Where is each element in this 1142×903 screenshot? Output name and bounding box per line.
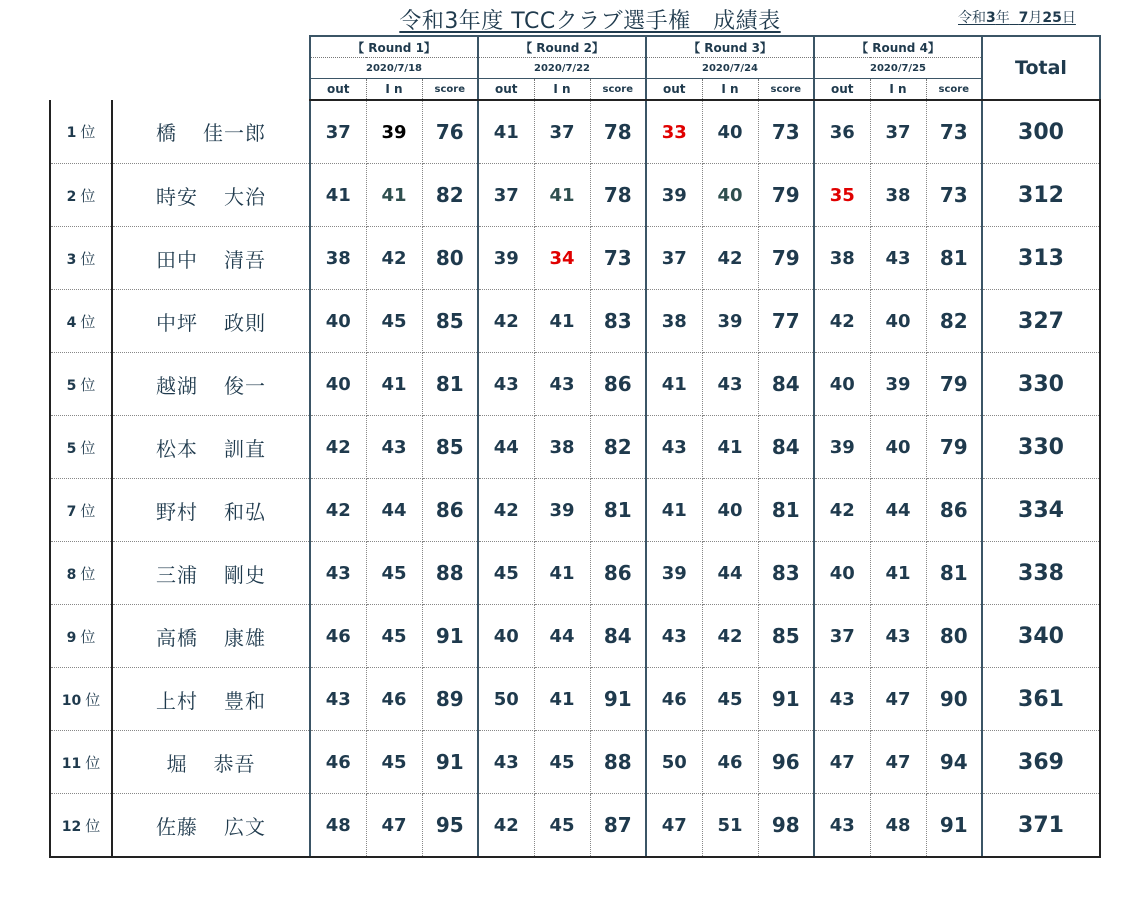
total-cell: 369	[982, 731, 1100, 794]
round-1-in-cell: 45	[366, 731, 422, 794]
round-4-out-cell: 39	[814, 416, 870, 479]
table-row	[50, 164, 1100, 227]
player-family-name: 橋	[156, 121, 177, 145]
round-4-score-cell: 82	[926, 290, 982, 353]
header-spacer	[50, 36, 310, 100]
round-1-out-cell: 43	[310, 542, 366, 605]
round-2-score-cell: 87	[590, 794, 646, 858]
round-4-score-cell: 90	[926, 668, 982, 731]
round-2-out-cell: 44	[478, 416, 534, 479]
round-2-out-header: out	[478, 79, 534, 101]
round-4-score-header: score	[926, 79, 982, 101]
round-4-score-cell: 79	[926, 353, 982, 416]
round-1-score-cell: 86	[422, 479, 478, 542]
round-2-score-cell: 78	[590, 164, 646, 227]
table-row	[50, 731, 1100, 794]
total-cell: 340	[982, 605, 1100, 668]
round-1-in-cell: 44	[366, 479, 422, 542]
rank-cell	[50, 164, 112, 227]
round-3-in-cell: 40	[702, 100, 758, 164]
table-row	[50, 100, 1100, 164]
player-name	[112, 353, 310, 416]
round-4-in-cell: 41	[870, 542, 926, 605]
round-1-score-cell: 91	[422, 605, 478, 668]
round-2-in-cell: 38	[534, 416, 590, 479]
round-1-out-cell: 38	[310, 227, 366, 290]
round-1-score-cell: 91	[422, 731, 478, 794]
round-4-in-cell: 39	[870, 353, 926, 416]
player-family-name: 三浦	[156, 562, 198, 587]
round-3-out-cell: 41	[646, 353, 702, 416]
player-given-name: 政則	[224, 310, 266, 335]
player-family-name: 時安	[156, 184, 198, 209]
round-1-score-cell: 81	[422, 353, 478, 416]
rank-suffix: 位	[85, 753, 101, 772]
round-3-out-cell: 38	[646, 290, 702, 353]
rank-number: 4	[66, 314, 77, 331]
rank-number: 2	[66, 188, 77, 205]
player-family-name: 堀	[166, 751, 188, 776]
round-3-score-cell: 91	[758, 668, 814, 731]
rank-suffix: 位	[85, 816, 101, 835]
player-family-name: 越湖	[156, 373, 198, 398]
round-4-score-cell: 81	[926, 542, 982, 605]
page-title: 令和3年度 TCCクラブ選手権 成績表	[399, 9, 781, 34]
date-era: 令和	[958, 10, 986, 26]
round-1-out-cell: 37	[310, 100, 366, 164]
round-3-in-cell: 41	[702, 416, 758, 479]
player-family-name: 上村	[156, 688, 198, 713]
round-2-in-cell: 41	[534, 668, 590, 731]
round-2-in-cell: 45	[534, 794, 590, 858]
round-1-score-cell: 89	[422, 668, 478, 731]
player-name	[112, 164, 310, 227]
round-2-in-cell: 41	[534, 164, 590, 227]
round-2-in-cell: 37	[534, 100, 590, 164]
round-1-out-cell: 42	[310, 416, 366, 479]
player-given-name: 大治	[224, 184, 266, 209]
round-4-in-cell: 43	[870, 227, 926, 290]
round-4-in-cell: 38	[870, 164, 926, 227]
round-1-in-header: I n	[366, 79, 422, 101]
round-4-in-cell: 47	[870, 731, 926, 794]
round-3-out-cell: 47	[646, 794, 702, 858]
round-1-out-cell: 43	[310, 668, 366, 731]
round-2-out-cell: 43	[478, 353, 534, 416]
player-family-name: 佐藤	[156, 814, 198, 839]
round-2-out-cell: 39	[478, 227, 534, 290]
round-2-score-cell: 78	[590, 100, 646, 164]
round-3-score-cell: 77	[758, 290, 814, 353]
date-day-unit: 日	[1061, 10, 1076, 26]
round-2-score-header: score	[590, 79, 646, 101]
round-3-score-cell: 84	[758, 416, 814, 479]
player-given-name: 康雄	[224, 625, 266, 650]
player-given-name: 訓直	[224, 436, 266, 461]
player-name	[112, 227, 310, 290]
rank-suffix: 位	[80, 249, 96, 268]
player-given-name: 恭吾	[213, 751, 256, 776]
table-row	[50, 668, 1100, 731]
round-4-header: 【 Round 4】	[814, 36, 982, 58]
round-4-score-cell: 80	[926, 605, 982, 668]
player-name	[112, 100, 310, 164]
table-row	[50, 605, 1100, 668]
round-3-score-cell: 84	[758, 353, 814, 416]
round-1-score-cell: 82	[422, 164, 478, 227]
round-4-out-header: out	[814, 79, 870, 101]
round-4-score-cell: 94	[926, 731, 982, 794]
round-3-score-cell: 79	[758, 227, 814, 290]
round-1-out-cell: 46	[310, 605, 366, 668]
player-name	[112, 479, 310, 542]
round-4-score-cell: 81	[926, 227, 982, 290]
player-given-name: 清吾	[224, 247, 266, 272]
round-3-in-cell: 45	[702, 668, 758, 731]
round-1-score-cell: 80	[422, 227, 478, 290]
rank-number: 10	[61, 692, 82, 709]
round-4-out-cell: 47	[814, 731, 870, 794]
table-row	[50, 794, 1100, 858]
round-1-in-cell: 45	[366, 542, 422, 605]
round-2-out-cell: 37	[478, 164, 534, 227]
round-2-in-cell: 43	[534, 353, 590, 416]
round-4-score-cell: 79	[926, 416, 982, 479]
round-4-out-cell: 42	[814, 290, 870, 353]
round-4-in-cell: 48	[870, 794, 926, 858]
player-family-name: 高橋	[156, 625, 198, 650]
round-2-out-cell: 43	[478, 731, 534, 794]
round-4-out-cell: 43	[814, 794, 870, 858]
date-month: 7	[1018, 10, 1029, 26]
round-2-out-cell: 42	[478, 794, 534, 858]
round-3-in-cell: 40	[702, 479, 758, 542]
table-row	[50, 416, 1100, 479]
rank-number: 3	[66, 251, 77, 268]
round-4-score-cell: 73	[926, 164, 982, 227]
round-1-header: 【 Round 1】	[310, 36, 478, 58]
date-day: 25	[1042, 10, 1062, 26]
rank-cell	[50, 605, 112, 668]
round-1-out-header: out	[310, 79, 366, 101]
total-cell: 371	[982, 794, 1100, 858]
total-cell: 330	[982, 416, 1100, 479]
rank-cell	[50, 100, 112, 164]
rank-number: 7	[66, 503, 77, 520]
rank-cell	[50, 227, 112, 290]
rank-suffix: 位	[80, 501, 96, 520]
round-2-score-cell: 88	[590, 731, 646, 794]
round-3-out-cell: 39	[646, 542, 702, 605]
round-2-score-cell: 86	[590, 353, 646, 416]
total-cell: 327	[982, 290, 1100, 353]
player-given-name: 佳一郎	[203, 121, 266, 145]
round-1-score-header: score	[422, 79, 478, 101]
round-1-score-cell: 85	[422, 416, 478, 479]
rank-cell	[50, 479, 112, 542]
round-4-date: 2020/7/25	[814, 58, 982, 79]
player-name	[112, 542, 310, 605]
round-2-out-cell: 50	[478, 668, 534, 731]
round-1-in-cell: 46	[366, 668, 422, 731]
round-1-out-cell: 41	[310, 164, 366, 227]
round-3-out-cell: 39	[646, 164, 702, 227]
round-2-out-cell: 41	[478, 100, 534, 164]
table-row	[50, 542, 1100, 605]
round-3-score-cell: 96	[758, 731, 814, 794]
rank-number: 9	[66, 629, 77, 646]
round-4-score-cell: 91	[926, 794, 982, 858]
rank-number: 12	[61, 818, 82, 835]
rank-suffix: 位	[80, 438, 96, 457]
round-3-score-cell: 85	[758, 605, 814, 668]
rank-number: 5	[66, 440, 77, 457]
date-year-unit: 年	[995, 10, 1010, 26]
round-4-out-cell: 35	[814, 164, 870, 227]
total-cell: 313	[982, 227, 1100, 290]
player-name	[112, 416, 310, 479]
results-table	[49, 35, 1101, 858]
round-3-score-cell: 98	[758, 794, 814, 858]
round-4-out-cell: 36	[814, 100, 870, 164]
round-2-out-cell: 40	[478, 605, 534, 668]
rank-cell	[50, 668, 112, 731]
total-cell: 338	[982, 542, 1100, 605]
round-2-in-cell: 45	[534, 731, 590, 794]
total-cell: 334	[982, 479, 1100, 542]
round-4-out-cell: 43	[814, 668, 870, 731]
rank-cell	[50, 794, 112, 858]
table-row	[50, 290, 1100, 353]
round-2-in-cell: 41	[534, 290, 590, 353]
round-1-score-cell: 76	[422, 100, 478, 164]
total-header: Total	[982, 36, 1100, 100]
rank-cell	[50, 731, 112, 794]
round-4-out-cell: 40	[814, 542, 870, 605]
round-4-out-cell: 40	[814, 353, 870, 416]
player-name	[112, 794, 310, 858]
round-3-out-cell: 50	[646, 731, 702, 794]
round-4-in-cell: 37	[870, 100, 926, 164]
total-cell: 330	[982, 353, 1100, 416]
round-4-score-cell: 86	[926, 479, 982, 542]
round-3-in-cell: 51	[702, 794, 758, 858]
table-row	[50, 479, 1100, 542]
round-4-out-cell: 37	[814, 605, 870, 668]
round-3-score-cell: 83	[758, 542, 814, 605]
table-row	[50, 227, 1100, 290]
player-family-name: 野村	[156, 499, 198, 524]
rank-cell	[50, 290, 112, 353]
round-1-in-cell: 47	[366, 794, 422, 858]
round-1-in-cell: 45	[366, 605, 422, 668]
round-3-out-cell: 43	[646, 605, 702, 668]
round-2-in-header: I n	[534, 79, 590, 101]
round-3-score-cell: 79	[758, 164, 814, 227]
round-4-score-cell: 73	[926, 100, 982, 164]
round-3-in-cell: 42	[702, 605, 758, 668]
round-2-score-cell: 73	[590, 227, 646, 290]
player-name	[112, 731, 310, 794]
round-2-score-cell: 81	[590, 479, 646, 542]
round-4-in-cell: 43	[870, 605, 926, 668]
round-1-score-cell: 95	[422, 794, 478, 858]
round-4-in-cell: 44	[870, 479, 926, 542]
round-3-score-cell: 81	[758, 479, 814, 542]
player-name	[112, 668, 310, 731]
round-2-in-cell: 39	[534, 479, 590, 542]
round-2-score-cell: 82	[590, 416, 646, 479]
rank-cell	[50, 542, 112, 605]
round-1-date: 2020/7/18	[310, 58, 478, 79]
rank-suffix: 位	[80, 312, 96, 331]
round-3-out-cell: 33	[646, 100, 702, 164]
round-1-out-cell: 40	[310, 353, 366, 416]
rank-suffix: 位	[80, 186, 96, 205]
round-3-out-cell: 46	[646, 668, 702, 731]
player-given-name: 和弘	[224, 499, 266, 524]
rank-suffix: 位	[80, 375, 96, 394]
player-name	[112, 290, 310, 353]
rank-number: 1	[66, 125, 77, 141]
round-2-score-cell: 91	[590, 668, 646, 731]
round-4-out-cell: 38	[814, 227, 870, 290]
round-1-in-cell: 41	[366, 353, 422, 416]
rank-number: 11	[61, 755, 82, 772]
round-2-in-cell: 44	[534, 605, 590, 668]
player-name	[112, 605, 310, 668]
date-year: 3	[986, 10, 996, 26]
round-2-score-cell: 84	[590, 605, 646, 668]
round-2-out-cell: 42	[478, 479, 534, 542]
round-2-header: 【 Round 2】	[478, 36, 646, 58]
round-3-in-cell: 46	[702, 731, 758, 794]
player-given-name: 豊和	[224, 688, 266, 713]
player-given-name: 広文	[224, 814, 266, 839]
round-1-score-cell: 85	[422, 290, 478, 353]
round-3-in-cell: 42	[702, 227, 758, 290]
round-2-out-cell: 42	[478, 290, 534, 353]
player-given-name: 剛史	[224, 562, 266, 587]
round-3-out-header: out	[646, 79, 702, 101]
player-family-name: 松本	[156, 436, 198, 461]
round-1-in-cell: 41	[366, 164, 422, 227]
rank-suffix: 位	[80, 123, 96, 141]
rank-suffix: 位	[80, 627, 96, 646]
date-month-unit: 月	[1028, 10, 1043, 26]
round-3-in-cell: 39	[702, 290, 758, 353]
round-3-in-cell: 43	[702, 353, 758, 416]
round-2-out-cell: 45	[478, 542, 534, 605]
player-given-name: 俊一	[224, 373, 266, 398]
rank-cell	[50, 416, 112, 479]
round-3-header: 【 Round 3】	[646, 36, 814, 58]
round-1-in-cell: 45	[366, 290, 422, 353]
rank-cell	[50, 353, 112, 416]
round-4-in-cell: 47	[870, 668, 926, 731]
round-1-out-cell: 48	[310, 794, 366, 858]
player-family-name: 田中	[156, 247, 198, 272]
round-2-score-cell: 83	[590, 290, 646, 353]
round-1-in-cell: 42	[366, 227, 422, 290]
round-3-date: 2020/7/24	[646, 58, 814, 79]
total-cell: 300	[982, 100, 1100, 164]
round-1-out-cell: 46	[310, 731, 366, 794]
round-4-in-cell: 40	[870, 416, 926, 479]
table-row	[50, 353, 1100, 416]
rank-number: 5	[66, 377, 77, 394]
player-family-name: 中坪	[156, 310, 198, 335]
round-2-in-cell: 41	[534, 542, 590, 605]
round-3-in-cell: 44	[702, 542, 758, 605]
rank-number: 8	[66, 566, 77, 583]
round-3-score-cell: 73	[758, 100, 814, 164]
round-3-in-header: I n	[702, 79, 758, 101]
round-1-in-cell: 43	[366, 416, 422, 479]
rank-suffix: 位	[80, 564, 96, 583]
round-4-in-header: I n	[870, 79, 926, 101]
round-3-out-cell: 41	[646, 479, 702, 542]
round-3-score-header: score	[758, 79, 814, 101]
round-1-score-cell: 88	[422, 542, 478, 605]
round-1-in-cell: 39	[366, 100, 422, 164]
round-1-out-cell: 40	[310, 290, 366, 353]
report-date	[958, 7, 1076, 27]
round-3-out-cell: 37	[646, 227, 702, 290]
round-4-out-cell: 42	[814, 479, 870, 542]
total-cell: 312	[982, 164, 1100, 227]
round-3-out-cell: 43	[646, 416, 702, 479]
round-2-score-cell: 86	[590, 542, 646, 605]
round-2-in-cell: 34	[534, 227, 590, 290]
rank-suffix: 位	[85, 690, 101, 709]
round-1-out-cell: 42	[310, 479, 366, 542]
round-4-in-cell: 40	[870, 290, 926, 353]
round-3-in-cell: 40	[702, 164, 758, 227]
round-2-date: 2020/7/22	[478, 58, 646, 79]
total-cell: 361	[982, 668, 1100, 731]
